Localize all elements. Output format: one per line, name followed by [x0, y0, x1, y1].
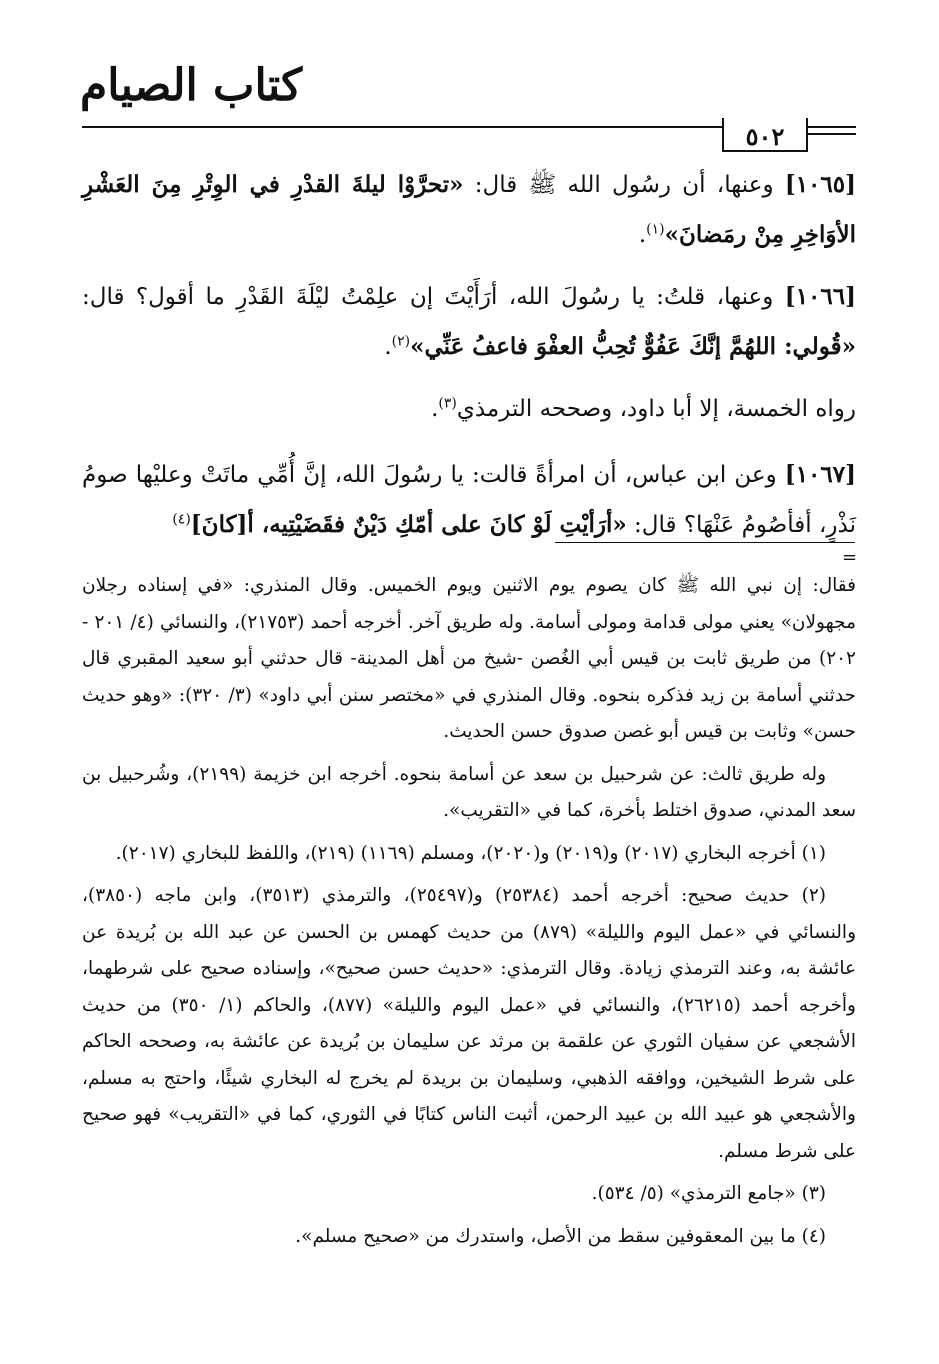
hadith-number: [١٠٦٧] [784, 461, 856, 488]
page-number: ٥٠٢ [722, 118, 808, 152]
hadith-1067 [82, 450, 856, 550]
footnote-continuation-1: فقال: إن نبي الله ﷺ كان يصوم يوم الاثنين ويوم الخميس. وقال المنذري: «في إسناده رجلان مجهولان» يعني مولى قدامة ومولى أسامة. وله طريق آخر. أخرجه أحمد (٢١٧٥٣)، والنسائي (٤/ ٢٠١ - ٢٠٢) من طريق ثابت بن قيس أبي الغُصن -شيخ من أهل المدينة- قال حدثني أبو سعيد المقبري قال حدثني أسامة بن زيد فذكره بنحوه. وقال المنذري في «مختصر سنن أبي داود» (٣/ ٣٢٠): «وهو حديث حسن» وثابت بن قيس أبو غصن صدوق حسن الحديث. [82, 575, 856, 742]
footnotes [82, 568, 856, 1261]
hadith-intro: وعنها، قلتُ: يا رسُولَ الله، أرَأَيْتَ إن علِمْتُ ليْلَةَ القَدْرِ ما أقول؟ قال: [82, 284, 785, 310]
footnote-1: (١) أخرجه البخاري (٢٠١٧) و(٢٠١٩) و(٢٠٢٠)، ومسلم (١١٦٩) (٢١٩)، واللفظ للبخاري (٢٠١٧). [115, 842, 826, 864]
footnote-4: (٤) ما بين المعقوفين سقط من الأصل، واستدرك من «صحيح مسلم». [295, 1225, 826, 1247]
narration-text: رواه الخمسة، إلا أبا داود، وصححه الترمذي [456, 396, 856, 422]
page-header [0, 0, 939, 150]
header-rule-right-top [808, 126, 856, 128]
narration-end: . [431, 396, 439, 422]
hadith-intro: وعن ابن عباس، أن امرأةً قالت: يا رسُولَ الله، إنَّ أُمِّي ماتَتْ وعليْها صومُ نَذْرٍ، أفأصُومُ عَنْهَا؟ قال: [82, 462, 856, 538]
footnote-ref: (١) [646, 221, 665, 238]
book-title: كتاب الصيام [80, 60, 303, 111]
footnote-3: (٣) «جامع الترمذي» (٥/ ٥٣٤). [591, 1183, 826, 1204]
footnote-ref: (٢) [391, 333, 411, 350]
footnote-ref: (٤) [172, 511, 191, 528]
hadith-quote: «قُولي: اللهُمَّ إنَّكَ عَفُوٌّ تُحِبُّ العفْوَ فاعفُ عَنِّي» [410, 333, 856, 360]
hadith-end: . [638, 222, 647, 248]
header-rule [82, 126, 722, 128]
footnote-ref: (٣) [438, 395, 457, 412]
hadith-number: [١٠٦٦] [784, 283, 856, 310]
narration-note [82, 384, 856, 434]
footnote-continuation-2: وله طريق ثالث: عن شرحبيل بن سعد عن أسامة بنحوه. أخرجه ابن خزيمة (٢١٩٩)، وشُرحبيل بن سعد المدني، صدوق اختلط بأخرة، كما في «التقريب». [82, 763, 856, 821]
hadith-number: [١٠٦٥] [784, 171, 857, 198]
hadith-intro: وعنها، أن رسُول الله ﷺ قال: [463, 172, 785, 198]
footnote-2: (٢) حديث صحيح: أخرجه أحمد (٢٥٣٨٤) و(٢٥٤٩٧)، والترمذي (٣٥١٣)، وابن ماجه (٣٨٥٠)، والنسائي في «عمل اليوم والليلة» (٨٧٩) من حديث كهمس بن الحسن عن عبد الله بن بُريدة عن عائشة به، وعند الترمذي زيادة. وقال الترمذي: «حديث حسن صحيح»، وإسناده صحيح على شرطهما، وأخرجه أحمد (٢٦٢١٥)، والنسائي في «عمل اليوم والليلة» (٨٧٧)، والحاكم (١/ ٣٥٠) من حديث الأشجعي عن سفيان الثوري عن علقمة بن مرثد عن سليمان بن بُريدة عن عائشة به، وصححه الحاكم على شرط الشيخين، ووافقه الذهبي، وسليمان بن بريدة لم يخرج له البخاري شيئًا، واحتج به مسلم، والأشجعي هو عبيد الله بن عبيد الرحمن، أثبت الناس كتابًا في الثوري، كما في «التقريب» فهو صحيح على شرط مسلم. [82, 885, 856, 1162]
footnote-separator [555, 542, 855, 543]
main-text [82, 160, 856, 562]
hadith-end: . [384, 334, 392, 360]
hadith-1065 [82, 160, 856, 260]
hadith-quote: «أرَأيْتِ لَوْ كانَ على أمّكِ دَيْنٌ فقَضَيْتِيه، أ[كانَ] [190, 511, 627, 538]
header-rule-right-bottom [808, 133, 856, 135]
hadith-1066 [82, 272, 856, 372]
continuation-mark: = [842, 547, 858, 568]
hadith-quote: «تحرَّوْا ليلةَ القدْرِ في الوِتْرِ مِنَ العَشْرِ الأوَاخِرِ مِنْ رمَضانَ» [82, 171, 856, 248]
